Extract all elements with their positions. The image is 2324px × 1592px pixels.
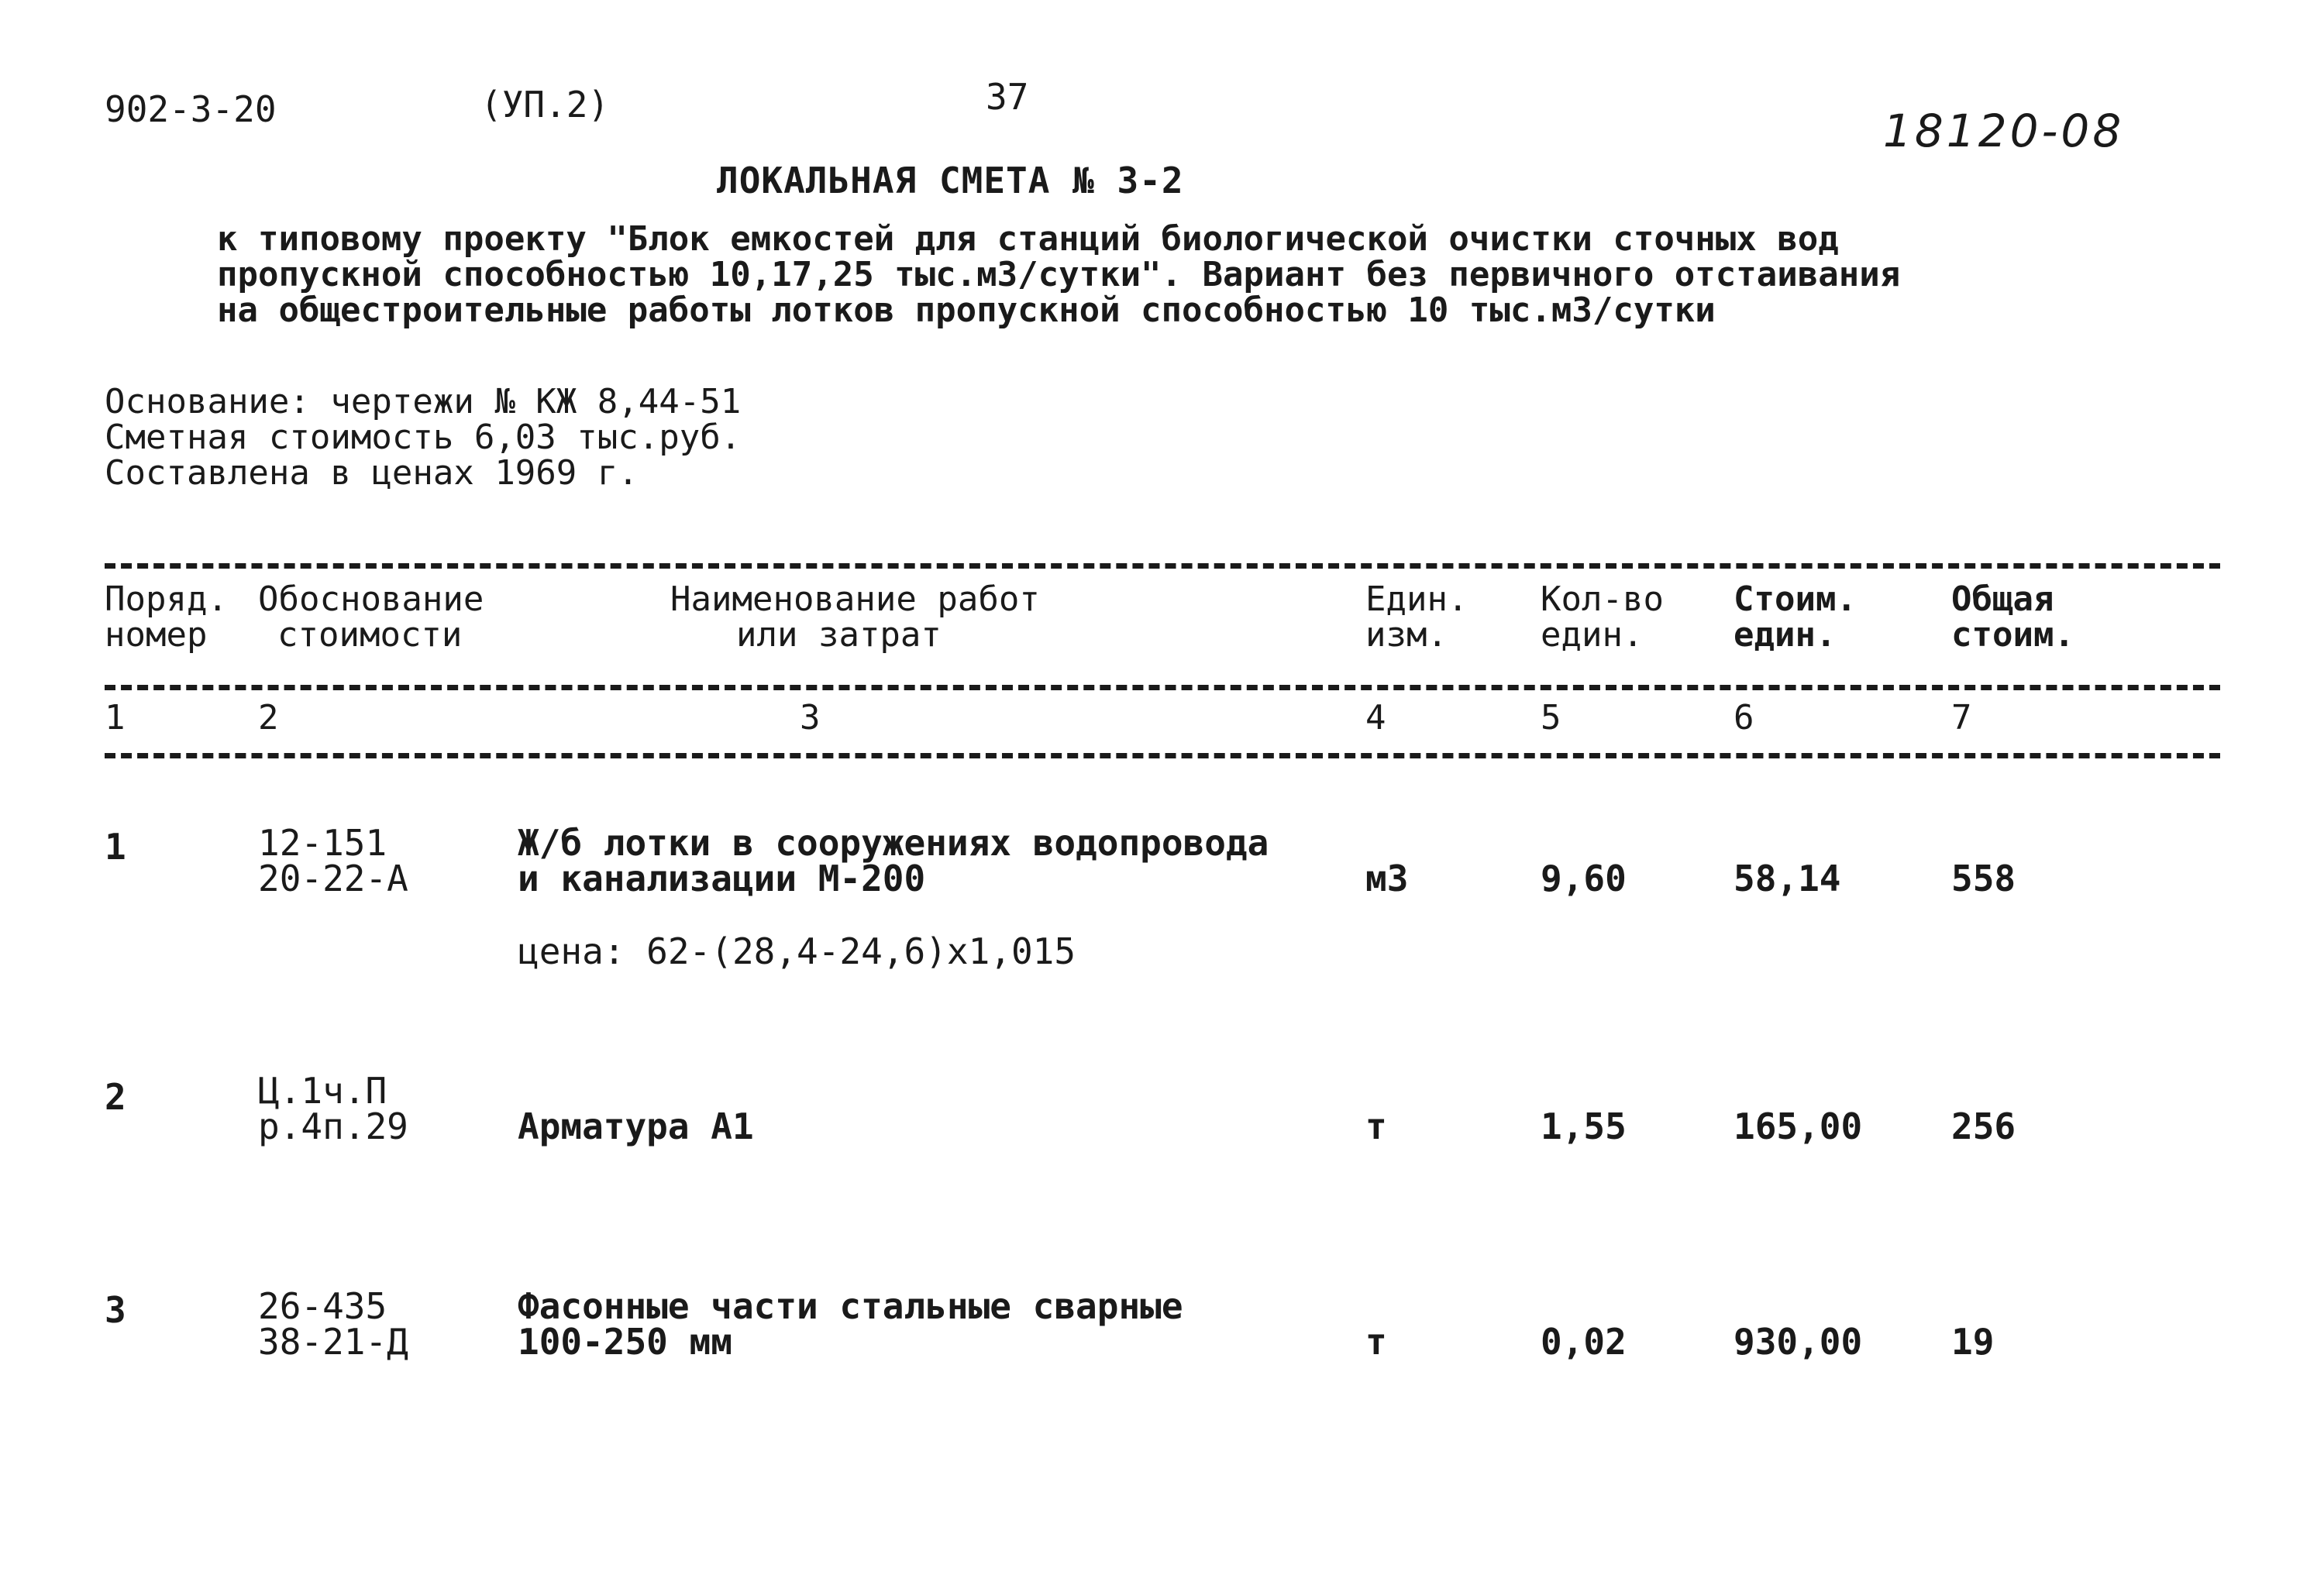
row-2-number: 2 [105,1076,126,1118]
row-2-unit-cost: 165,00 [1734,1105,1863,1147]
row-1-number: 1 [105,826,126,868]
header-col-6-line-1: Стоим. [1734,579,1857,619]
row-3-total-cost: 19 [1951,1321,1995,1363]
column-number-5: 5 [1541,698,1561,738]
row-3-name-line-1: Фасонные части стальные сварные [518,1285,1183,1327]
document-number: 18120-08 [1883,105,2125,157]
basis-prices: Составлена в ценах 1969 г. [105,453,639,493]
page-number: 37 [986,76,1029,118]
header-col-5-line-1: Кол-во [1541,579,1664,619]
header-col-7-line-2: стоим. [1951,615,2074,655]
column-number-3: 3 [800,698,821,738]
column-number-1: 1 [105,698,126,738]
subtitle-line-2: пропускной способностью 10,17,25 тыс.м3/сутки". Вариант без первичного отстаивания [217,255,1901,294]
row-3-unit: т [1365,1321,1387,1363]
row-3-quantity: 0,02 [1541,1321,1627,1363]
header-col-2-line-1: Обоснование [258,579,484,619]
row-2-basis-line-2: р.4п.29 [258,1105,408,1147]
subtitle-line-3: на общестроительные работы лотков пропускной способностью 10 тыс.м3/сутки [217,291,1716,330]
row-3-unit-cost: 930,00 [1734,1321,1863,1363]
row-1-basis-line-2: 20-22-А [258,858,408,899]
row-1-price-note: цена: 62-(28,4-24,6)х1,015 [518,930,1076,972]
header-col-6-line-2: един. [1734,615,1837,655]
project-code: 902-3-20 [105,88,277,130]
column-number-4: 4 [1365,698,1386,738]
basis-drawings: Основание: чертежи № КЖ 8,44-51 [105,382,742,421]
row-2-name-line-1: Арматура А1 [518,1105,754,1147]
column-number-6: 6 [1734,698,1754,738]
row-2-total-cost: 256 [1951,1105,2016,1147]
row-1-name-line-1: Ж/б лотки в сооружениях водопровода [518,822,1269,864]
header-col-3-line-2: или затрат [736,615,942,655]
row-1-quantity: 9,60 [1541,858,1627,899]
header-col-2-line-2: стоимости [277,615,463,655]
column-number-2: 2 [258,698,279,738]
header-col-3-line-1: Наименование работ [670,579,1040,619]
row-2-basis-line-1: Ц.1ч.П [258,1070,387,1112]
row-1-unit-cost: 58,14 [1734,858,1841,899]
table-top-rule [105,563,2220,569]
column-number-7: 7 [1951,698,1972,738]
header-col-4-line-1: Един. [1365,579,1468,619]
header-col-7-line-1: Общая [1951,579,2054,619]
row-1-unit: м3 [1365,858,1409,899]
row-1-basis-line-1: 12-151 [258,822,387,864]
header-col-4-line-2: изм. [1365,615,1448,655]
header-bottom-rule [105,685,2220,690]
row-3-name-line-2: 100-250 мм [518,1321,732,1363]
estimate-title: ЛОКАЛЬНАЯ СМЕТА № 3-2 [717,160,1184,201]
column-numbers-rule [105,753,2220,758]
header-col-1-line-1: Поряд. [105,579,228,619]
subtitle-line-1: к типовому проекту "Блок емкостей для станций биологической очистки сточных вод [217,219,1839,259]
row-3-basis-line-1: 26-435 [258,1285,387,1327]
album-label: (УП.2) [480,84,610,126]
row-1-total-cost: 558 [1951,858,2016,899]
row-2-unit: т [1365,1105,1387,1147]
header-col-1-line-2: номер [105,615,208,655]
row-1-name-line-2: и канализации М-200 [518,858,926,899]
basis-cost: Сметная стоимость 6,03 тыс.руб. [105,418,742,457]
header-col-5-line-2: един. [1541,615,1644,655]
row-2-quantity: 1,55 [1541,1105,1627,1147]
row-3-number: 3 [105,1289,126,1331]
row-3-basis-line-2: 38-21-Д [258,1321,408,1363]
